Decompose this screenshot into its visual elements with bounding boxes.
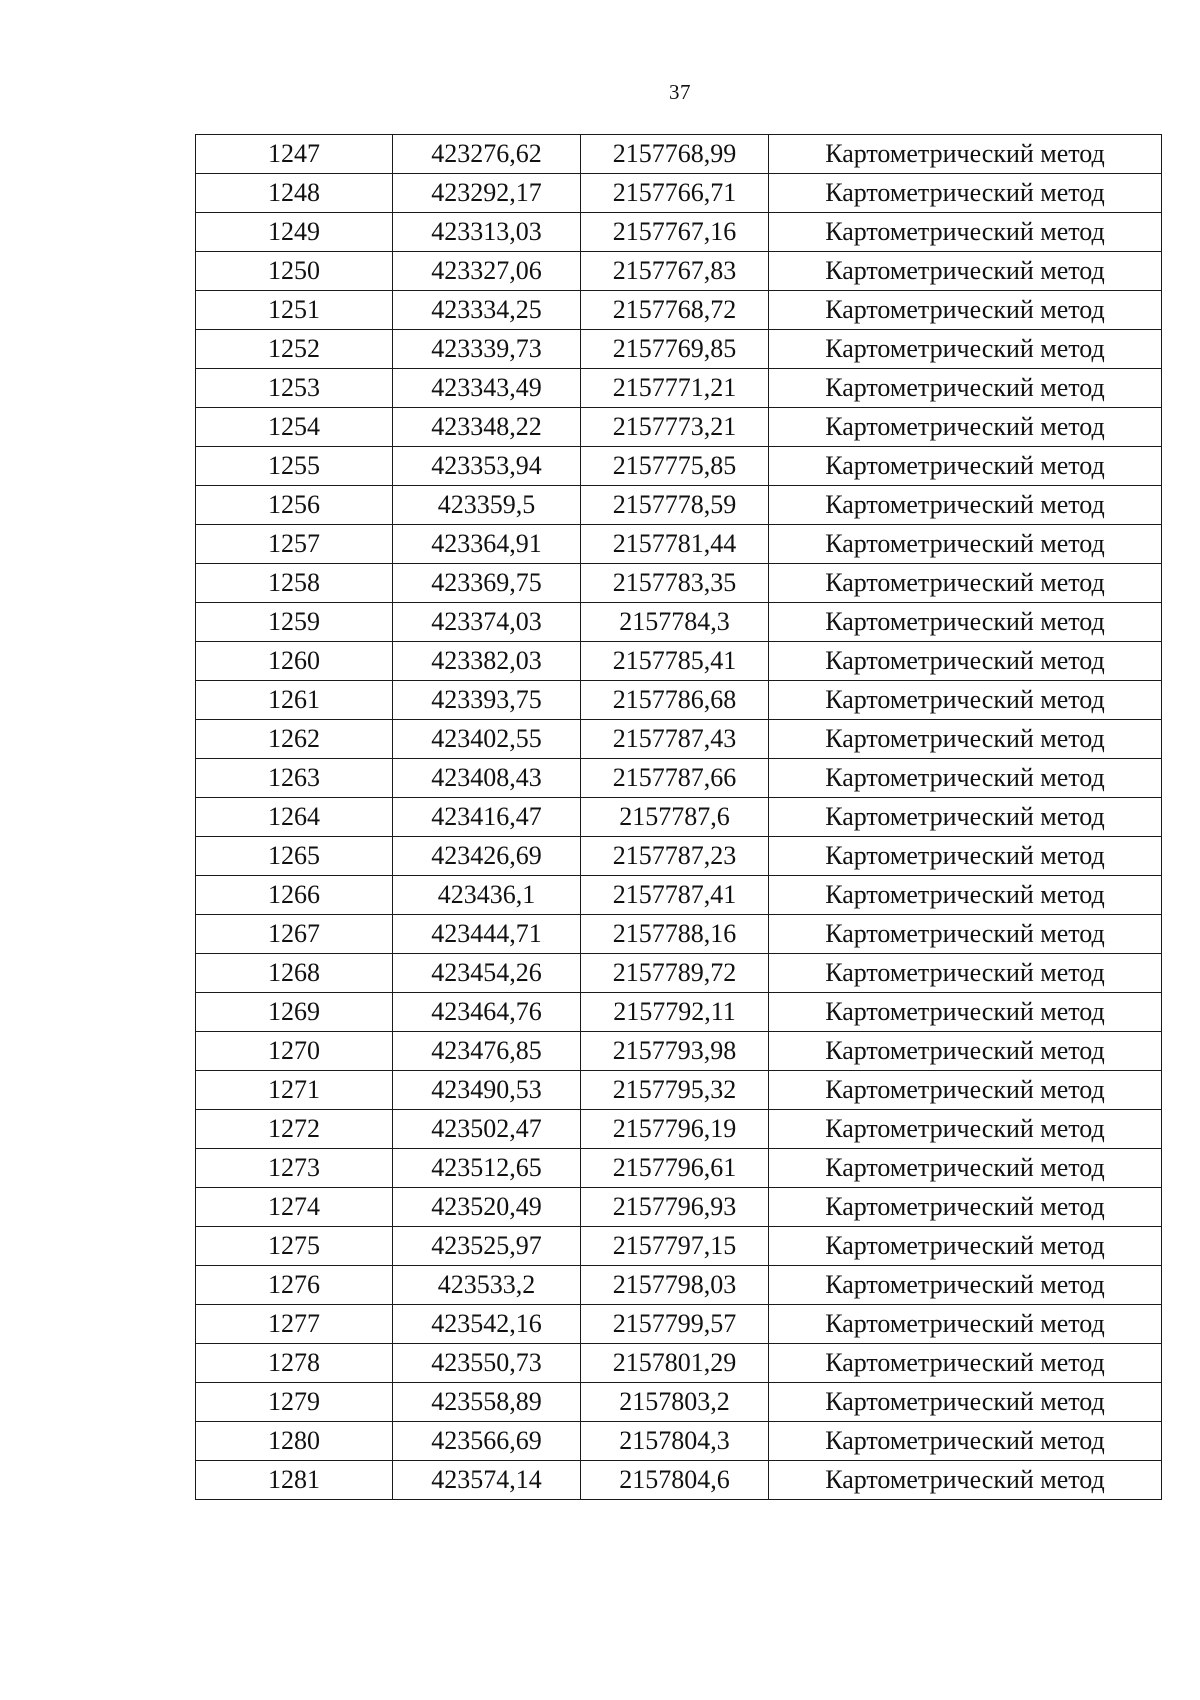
y-coordinate-cell: 2157787,43 xyxy=(581,720,769,759)
x-coordinate-cell: 423339,73 xyxy=(393,330,581,369)
x-coordinate-cell: 423533,2 xyxy=(393,1266,581,1305)
table-row xyxy=(196,1422,1162,1461)
y-coordinate-cell: 2157796,19 xyxy=(581,1110,769,1149)
y-coordinate-cell: 2157803,2 xyxy=(581,1383,769,1422)
table-row xyxy=(196,993,1162,1032)
point-number-cell: 1281 xyxy=(196,1461,393,1500)
point-number-cell: 1256 xyxy=(196,486,393,525)
table-row xyxy=(196,1266,1162,1305)
table-row xyxy=(196,1227,1162,1266)
point-number-cell: 1262 xyxy=(196,720,393,759)
table-row xyxy=(196,174,1162,213)
y-coordinate-cell: 2157793,98 xyxy=(581,1032,769,1071)
x-coordinate-cell: 423426,69 xyxy=(393,837,581,876)
point-number-cell: 1250 xyxy=(196,252,393,291)
x-coordinate-cell: 423454,26 xyxy=(393,954,581,993)
point-number-cell: 1270 xyxy=(196,1032,393,1071)
y-coordinate-cell: 2157787,23 xyxy=(581,837,769,876)
table-row xyxy=(196,1305,1162,1344)
method-cell: Картометрический метод xyxy=(769,681,1162,720)
table-row xyxy=(196,447,1162,486)
method-cell: Картометрический метод xyxy=(769,837,1162,876)
method-cell: Картометрический метод xyxy=(769,486,1162,525)
method-cell: Картометрический метод xyxy=(769,1266,1162,1305)
table-row xyxy=(196,915,1162,954)
x-coordinate-cell: 423566,69 xyxy=(393,1422,581,1461)
y-coordinate-cell: 2157766,71 xyxy=(581,174,769,213)
point-number-cell: 1279 xyxy=(196,1383,393,1422)
point-number-cell: 1264 xyxy=(196,798,393,837)
y-coordinate-cell: 2157787,6 xyxy=(581,798,769,837)
method-cell: Картометрический метод xyxy=(769,1305,1162,1344)
method-cell: Картометрический метод xyxy=(769,1071,1162,1110)
point-number-cell: 1260 xyxy=(196,642,393,681)
method-cell: Картометрический метод xyxy=(769,135,1162,174)
table-row xyxy=(196,1071,1162,1110)
y-coordinate-cell: 2157768,72 xyxy=(581,291,769,330)
y-coordinate-cell: 2157769,85 xyxy=(581,330,769,369)
coordinates-table-body xyxy=(196,135,1162,1500)
point-number-cell: 1258 xyxy=(196,564,393,603)
x-coordinate-cell: 423558,89 xyxy=(393,1383,581,1422)
method-cell: Картометрический метод xyxy=(769,1188,1162,1227)
point-number-cell: 1263 xyxy=(196,759,393,798)
y-coordinate-cell: 2157771,21 xyxy=(581,369,769,408)
y-coordinate-cell: 2157785,41 xyxy=(581,642,769,681)
table-row xyxy=(196,408,1162,447)
table-row xyxy=(196,564,1162,603)
method-cell: Картометрический метод xyxy=(769,1461,1162,1500)
y-coordinate-cell: 2157796,93 xyxy=(581,1188,769,1227)
method-cell: Картометрический метод xyxy=(769,915,1162,954)
point-number-cell: 1272 xyxy=(196,1110,393,1149)
point-number-cell: 1266 xyxy=(196,876,393,915)
x-coordinate-cell: 423364,91 xyxy=(393,525,581,564)
point-number-cell: 1261 xyxy=(196,681,393,720)
table-row xyxy=(196,486,1162,525)
y-coordinate-cell: 2157784,3 xyxy=(581,603,769,642)
point-number-cell: 1275 xyxy=(196,1227,393,1266)
point-number-cell: 1269 xyxy=(196,993,393,1032)
y-coordinate-cell: 2157795,32 xyxy=(581,1071,769,1110)
y-coordinate-cell: 2157804,3 xyxy=(581,1422,769,1461)
x-coordinate-cell: 423393,75 xyxy=(393,681,581,720)
method-cell: Картометрический метод xyxy=(769,369,1162,408)
table-row xyxy=(196,837,1162,876)
x-coordinate-cell: 423502,47 xyxy=(393,1110,581,1149)
x-coordinate-cell: 423353,94 xyxy=(393,447,581,486)
table-row xyxy=(196,1188,1162,1227)
table-row xyxy=(196,876,1162,915)
point-number-cell: 1253 xyxy=(196,369,393,408)
x-coordinate-cell: 423276,62 xyxy=(393,135,581,174)
method-cell: Картометрический метод xyxy=(769,525,1162,564)
x-coordinate-cell: 423348,22 xyxy=(393,408,581,447)
x-coordinate-cell: 423374,03 xyxy=(393,603,581,642)
x-coordinate-cell: 423402,55 xyxy=(393,720,581,759)
method-cell: Картометрический метод xyxy=(769,174,1162,213)
method-cell: Картометрический метод xyxy=(769,1227,1162,1266)
point-number-cell: 1257 xyxy=(196,525,393,564)
x-coordinate-cell: 423359,5 xyxy=(393,486,581,525)
point-number-cell: 1248 xyxy=(196,174,393,213)
y-coordinate-cell: 2157781,44 xyxy=(581,525,769,564)
y-coordinate-cell: 2157787,66 xyxy=(581,759,769,798)
method-cell: Картометрический метод xyxy=(769,759,1162,798)
x-coordinate-cell: 423408,43 xyxy=(393,759,581,798)
coordinates-table xyxy=(195,134,1162,1500)
point-number-cell: 1278 xyxy=(196,1344,393,1383)
point-number-cell: 1267 xyxy=(196,915,393,954)
y-coordinate-cell: 2157783,35 xyxy=(581,564,769,603)
point-number-cell: 1280 xyxy=(196,1422,393,1461)
table-row xyxy=(196,642,1162,681)
method-cell: Картометрический метод xyxy=(769,252,1162,291)
x-coordinate-cell: 423334,25 xyxy=(393,291,581,330)
table-row xyxy=(196,330,1162,369)
x-coordinate-cell: 423382,03 xyxy=(393,642,581,681)
y-coordinate-cell: 2157767,83 xyxy=(581,252,769,291)
table-row xyxy=(196,291,1162,330)
method-cell: Картометрический метод xyxy=(769,720,1162,759)
method-cell: Картометрический метод xyxy=(769,291,1162,330)
x-coordinate-cell: 423550,73 xyxy=(393,1344,581,1383)
point-number-cell: 1276 xyxy=(196,1266,393,1305)
table-row xyxy=(196,1110,1162,1149)
y-coordinate-cell: 2157789,72 xyxy=(581,954,769,993)
table-row xyxy=(196,798,1162,837)
x-coordinate-cell: 423444,71 xyxy=(393,915,581,954)
y-coordinate-cell: 2157797,15 xyxy=(581,1227,769,1266)
table-row xyxy=(196,1344,1162,1383)
method-cell: Картометрический метод xyxy=(769,876,1162,915)
method-cell: Картометрический метод xyxy=(769,1344,1162,1383)
table-row xyxy=(196,135,1162,174)
point-number-cell: 1255 xyxy=(196,447,393,486)
x-coordinate-cell: 423525,97 xyxy=(393,1227,581,1266)
page-number: 37 xyxy=(669,80,691,104)
x-coordinate-cell: 423476,85 xyxy=(393,1032,581,1071)
point-number-cell: 1274 xyxy=(196,1188,393,1227)
x-coordinate-cell: 423574,14 xyxy=(393,1461,581,1500)
point-number-cell: 1252 xyxy=(196,330,393,369)
point-number-cell: 1254 xyxy=(196,408,393,447)
method-cell: Картометрический метод xyxy=(769,1032,1162,1071)
y-coordinate-cell: 2157801,29 xyxy=(581,1344,769,1383)
x-coordinate-cell: 423542,16 xyxy=(393,1305,581,1344)
x-coordinate-cell: 423313,03 xyxy=(393,213,581,252)
y-coordinate-cell: 2157787,41 xyxy=(581,876,769,915)
point-number-cell: 1271 xyxy=(196,1071,393,1110)
table-row xyxy=(196,369,1162,408)
point-number-cell: 1259 xyxy=(196,603,393,642)
x-coordinate-cell: 423436,1 xyxy=(393,876,581,915)
method-cell: Картометрический метод xyxy=(769,447,1162,486)
y-coordinate-cell: 2157799,57 xyxy=(581,1305,769,1344)
table-row xyxy=(196,213,1162,252)
x-coordinate-cell: 423292,17 xyxy=(393,174,581,213)
method-cell: Картометрический метод xyxy=(769,1110,1162,1149)
y-coordinate-cell: 2157786,68 xyxy=(581,681,769,720)
method-cell: Картометрический метод xyxy=(769,1422,1162,1461)
table-row xyxy=(196,1149,1162,1188)
table-row xyxy=(196,954,1162,993)
method-cell: Картометрический метод xyxy=(769,603,1162,642)
method-cell: Картометрический метод xyxy=(769,408,1162,447)
table-row xyxy=(196,603,1162,642)
x-coordinate-cell: 423512,65 xyxy=(393,1149,581,1188)
table-row xyxy=(196,1383,1162,1422)
table-row xyxy=(196,759,1162,798)
method-cell: Картометрический метод xyxy=(769,213,1162,252)
table-row xyxy=(196,1461,1162,1500)
y-coordinate-cell: 2157792,11 xyxy=(581,993,769,1032)
x-coordinate-cell: 423327,06 xyxy=(393,252,581,291)
point-number-cell: 1247 xyxy=(196,135,393,174)
y-coordinate-cell: 2157768,99 xyxy=(581,135,769,174)
method-cell: Картометрический метод xyxy=(769,954,1162,993)
point-number-cell: 1249 xyxy=(196,213,393,252)
method-cell: Картометрический метод xyxy=(769,330,1162,369)
table-row xyxy=(196,681,1162,720)
point-number-cell: 1273 xyxy=(196,1149,393,1188)
y-coordinate-cell: 2157788,16 xyxy=(581,915,769,954)
point-number-cell: 1265 xyxy=(196,837,393,876)
method-cell: Картометрический метод xyxy=(769,642,1162,681)
method-cell: Картометрический метод xyxy=(769,1149,1162,1188)
point-number-cell: 1268 xyxy=(196,954,393,993)
y-coordinate-cell: 2157775,85 xyxy=(581,447,769,486)
table-row xyxy=(196,525,1162,564)
y-coordinate-cell: 2157798,03 xyxy=(581,1266,769,1305)
method-cell: Картометрический метод xyxy=(769,798,1162,837)
x-coordinate-cell: 423464,76 xyxy=(393,993,581,1032)
point-number-cell: 1251 xyxy=(196,291,393,330)
y-coordinate-cell: 2157796,61 xyxy=(581,1149,769,1188)
y-coordinate-cell: 2157773,21 xyxy=(581,408,769,447)
y-coordinate-cell: 2157804,6 xyxy=(581,1461,769,1500)
table-row xyxy=(196,252,1162,291)
method-cell: Картометрический метод xyxy=(769,993,1162,1032)
table-row xyxy=(196,1032,1162,1071)
x-coordinate-cell: 423369,75 xyxy=(393,564,581,603)
y-coordinate-cell: 2157778,59 xyxy=(581,486,769,525)
point-number-cell: 1277 xyxy=(196,1305,393,1344)
method-cell: Картометрический метод xyxy=(769,564,1162,603)
x-coordinate-cell: 423416,47 xyxy=(393,798,581,837)
method-cell: Картометрический метод xyxy=(769,1383,1162,1422)
table-row xyxy=(196,720,1162,759)
x-coordinate-cell: 423343,49 xyxy=(393,369,581,408)
y-coordinate-cell: 2157767,16 xyxy=(581,213,769,252)
x-coordinate-cell: 423490,53 xyxy=(393,1071,581,1110)
x-coordinate-cell: 423520,49 xyxy=(393,1188,581,1227)
